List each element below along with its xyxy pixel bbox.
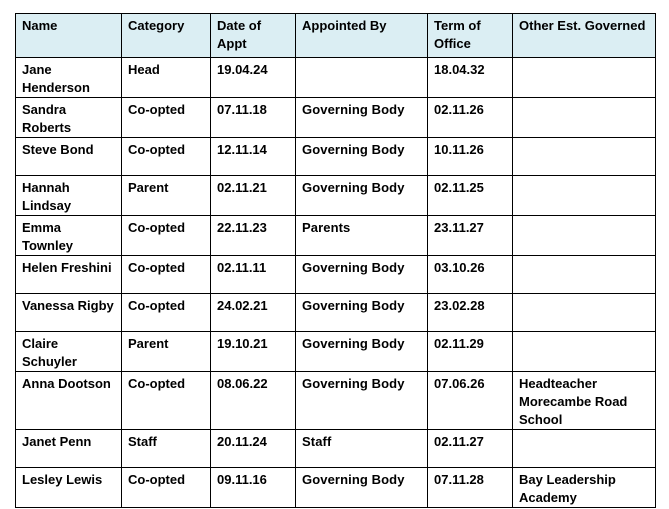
header-row xyxy=(16,14,656,58)
cell-name: Helen Freshini xyxy=(16,256,122,294)
cell-date: 07.11.18 xyxy=(211,98,296,138)
cell-category: Parent xyxy=(122,332,211,372)
cell-category: Co-opted xyxy=(122,468,211,508)
cell-term: 10.11.26 xyxy=(428,138,513,176)
governors-table xyxy=(15,13,656,508)
cell-appointed-by: Governing Body xyxy=(296,138,428,176)
cell-date: 19.04.24 xyxy=(211,58,296,98)
cell-term: 02.11.26 xyxy=(428,98,513,138)
cell-appointed-by: Parents xyxy=(296,216,428,256)
table-row xyxy=(16,256,656,294)
cell-term: 07.11.28 xyxy=(428,468,513,508)
cell-name: Janet Penn xyxy=(16,430,122,468)
cell-other xyxy=(513,332,656,372)
cell-appointed-by: Staff xyxy=(296,430,428,468)
cell-other xyxy=(513,58,656,98)
table-row xyxy=(16,430,656,468)
cell-date: 08.06.22 xyxy=(211,372,296,430)
cell-category: Co-opted xyxy=(122,98,211,138)
cell-name: Sandra Roberts xyxy=(16,98,122,138)
cell-term: 18.04.32 xyxy=(428,58,513,98)
cell-name: Vanessa Rigby xyxy=(16,294,122,332)
header-other-est-governed: Other Est. Governed xyxy=(513,14,656,58)
cell-category: Head xyxy=(122,58,211,98)
cell-other: Headteacher Morecambe Road School xyxy=(513,372,656,430)
cell-category: Co-opted xyxy=(122,138,211,176)
header-appointed-by: Appointed By xyxy=(296,14,428,58)
cell-term: 23.11.27 xyxy=(428,216,513,256)
cell-term: 02.11.29 xyxy=(428,332,513,372)
cell-other xyxy=(513,430,656,468)
cell-name: Claire Schuyler xyxy=(16,332,122,372)
table-row xyxy=(16,176,656,216)
cell-date: 02.11.21 xyxy=(211,176,296,216)
cell-name: Emma Townley xyxy=(16,216,122,256)
cell-date: 24.02.21 xyxy=(211,294,296,332)
table-row xyxy=(16,58,656,98)
cell-other xyxy=(513,294,656,332)
cell-category: Co-opted xyxy=(122,256,211,294)
cell-appointed-by: Governing Body xyxy=(296,372,428,430)
table-row xyxy=(16,332,656,372)
header-name: Name xyxy=(16,14,122,58)
cell-other xyxy=(513,256,656,294)
cell-other xyxy=(513,216,656,256)
cell-name: Steve Bond xyxy=(16,138,122,176)
cell-other xyxy=(513,98,656,138)
cell-name: Anna Dootson xyxy=(16,372,122,430)
cell-appointed-by: Governing Body xyxy=(296,256,428,294)
cell-date: 02.11.11 xyxy=(211,256,296,294)
table-row xyxy=(16,294,656,332)
header-term-of-office: Term of Office xyxy=(428,14,513,58)
cell-appointed-by: Governing Body xyxy=(296,98,428,138)
cell-term: 23.02.28 xyxy=(428,294,513,332)
cell-date: 12.11.14 xyxy=(211,138,296,176)
table-row xyxy=(16,372,656,430)
cell-term: 03.10.26 xyxy=(428,256,513,294)
cell-category: Co-opted xyxy=(122,294,211,332)
cell-term: 07.06.26 xyxy=(428,372,513,430)
governors-table-wrapper xyxy=(15,13,656,508)
table-row xyxy=(16,468,656,508)
cell-name: Jane Henderson xyxy=(16,58,122,98)
cell-category: Co-opted xyxy=(122,372,211,430)
table-row xyxy=(16,138,656,176)
cell-other xyxy=(513,176,656,216)
cell-appointed-by: Governing Body xyxy=(296,294,428,332)
cell-appointed-by: Governing Body xyxy=(296,332,428,372)
cell-date: 22.11.23 xyxy=(211,216,296,256)
cell-term: 02.11.25 xyxy=(428,176,513,216)
table-row xyxy=(16,216,656,256)
cell-category: Parent xyxy=(122,176,211,216)
cell-name: Lesley Lewis xyxy=(16,468,122,508)
header-date-of-appt: Date of Appt xyxy=(211,14,296,58)
cell-date: 09.11.16 xyxy=(211,468,296,508)
cell-date: 19.10.21 xyxy=(211,332,296,372)
header-category: Category xyxy=(122,14,211,58)
cell-other: Bay Leadership Academy xyxy=(513,468,656,508)
cell-date: 20.11.24 xyxy=(211,430,296,468)
cell-appointed-by: Governing Body xyxy=(296,468,428,508)
table-row xyxy=(16,98,656,138)
cell-other xyxy=(513,138,656,176)
cell-category: Co-opted xyxy=(122,216,211,256)
cell-appointed-by: Governing Body xyxy=(296,176,428,216)
cell-name: Hannah Lindsay xyxy=(16,176,122,216)
cell-term: 02.11.27 xyxy=(428,430,513,468)
cell-appointed-by xyxy=(296,58,428,98)
cell-category: Staff xyxy=(122,430,211,468)
